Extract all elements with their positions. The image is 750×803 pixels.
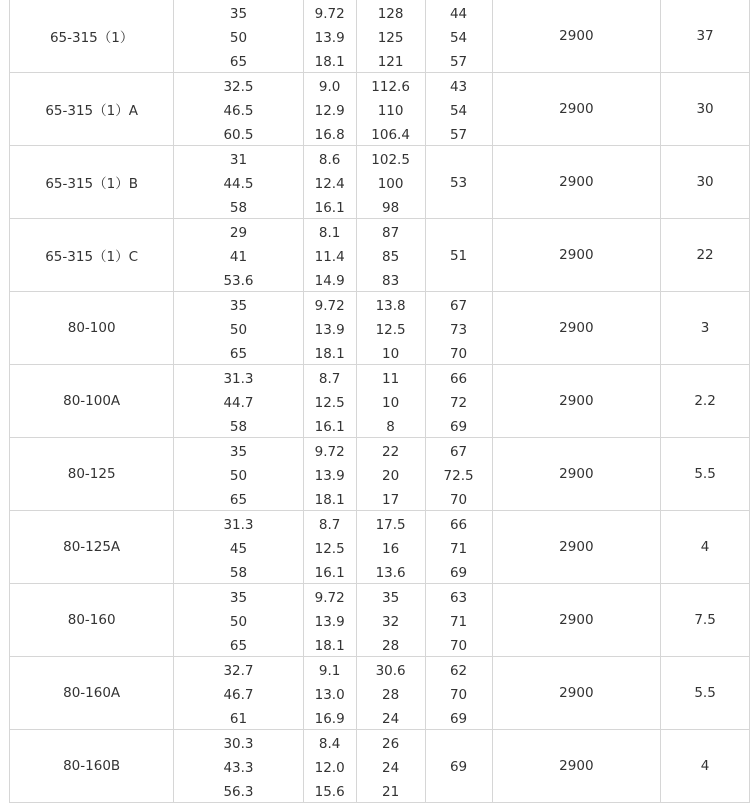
value-stack — [357, 365, 425, 437]
value-text: 53.6 — [223, 273, 254, 289]
efficiency-cell — [425, 657, 492, 730]
value-stack — [426, 511, 492, 583]
value-text: 13.6 — [375, 565, 406, 581]
value-stack — [304, 511, 356, 583]
speed-cell: 2900 — [492, 511, 661, 584]
value-text: 71 — [449, 541, 468, 557]
lift-cell — [303, 73, 356, 146]
model-cell: 65-315（1）B — [10, 146, 174, 219]
value-stack — [426, 292, 492, 364]
power-cell: 37 — [661, 0, 750, 73]
table-row — [10, 511, 750, 584]
lift-cell — [303, 146, 356, 219]
value-text: 87 — [382, 225, 400, 241]
speed-cell: 2900 — [492, 730, 661, 803]
value-text: 13.0 — [314, 687, 345, 703]
power-cell: 30 — [661, 146, 750, 219]
table-row — [10, 584, 750, 657]
power-cell: 4 — [661, 511, 750, 584]
value-stack — [174, 365, 302, 437]
value-text: 11 — [382, 371, 400, 387]
value-text: 16.9 — [314, 711, 345, 727]
value-text: 13.9 — [314, 468, 345, 484]
table-row — [10, 73, 750, 146]
lift-cell — [303, 657, 356, 730]
value-text: 63 — [449, 590, 468, 606]
value-text: 8 — [386, 419, 395, 435]
value-stack — [304, 657, 356, 729]
value-text: 9.0 — [318, 79, 341, 95]
speed-cell: 2900 — [492, 292, 661, 365]
value-stack — [357, 292, 425, 364]
value-text: 9.72 — [314, 298, 345, 314]
power-cell: 5.5 — [661, 657, 750, 730]
value-text: 70 — [449, 638, 468, 654]
lift-cell — [303, 438, 356, 511]
value-text: 41 — [229, 249, 248, 265]
value-text: 58 — [229, 419, 248, 435]
value-text: 98 — [382, 200, 400, 216]
value-stack — [304, 73, 356, 145]
value-text: 72.5 — [443, 468, 474, 484]
efficiency-cell — [425, 511, 492, 584]
value-stack — [174, 73, 302, 145]
flow-cell — [174, 219, 303, 292]
value-stack — [426, 584, 492, 656]
head-cell — [356, 365, 425, 438]
value-text: 10 — [382, 395, 400, 411]
value-text: 16.1 — [314, 200, 345, 216]
efficiency-cell — [425, 219, 492, 292]
speed-cell: 2900 — [492, 584, 661, 657]
head-cell — [356, 657, 425, 730]
value-text: 125 — [377, 30, 404, 46]
value-text: 62 — [449, 663, 468, 679]
value-text: 12.0 — [314, 760, 345, 776]
speed-cell: 2900 — [492, 73, 661, 146]
value-text: 32.7 — [223, 663, 254, 679]
value-stack — [426, 365, 492, 437]
value-text: 16 — [382, 541, 400, 557]
value-text: 56.3 — [223, 784, 254, 800]
value-stack — [304, 292, 356, 364]
value-text: 17.5 — [375, 517, 406, 533]
value-stack — [357, 438, 425, 510]
value-text: 66 — [449, 517, 468, 533]
efficiency-cell — [425, 438, 492, 511]
flow-cell — [174, 73, 303, 146]
value-stack — [174, 438, 302, 510]
model-cell: 80-125A — [10, 511, 174, 584]
value-stack — [174, 584, 302, 656]
value-text: 50 — [229, 468, 248, 484]
model-cell: 80-100A — [10, 365, 174, 438]
value-text: 71 — [449, 614, 468, 630]
power-cell: 30 — [661, 73, 750, 146]
value-text: 30.3 — [223, 736, 254, 752]
flow-cell — [174, 657, 303, 730]
lift-cell — [303, 219, 356, 292]
value-text: 43 — [449, 79, 468, 95]
value-text: 30.6 — [375, 663, 406, 679]
value-text: 35 — [229, 298, 248, 314]
value-text: 70 — [449, 687, 468, 703]
value-text: 21 — [382, 784, 400, 800]
value-text: 112.6 — [371, 79, 410, 95]
head-cell — [356, 0, 425, 73]
value-stack — [304, 438, 356, 510]
model-cell: 80-100 — [10, 292, 174, 365]
value-text: 8.4 — [318, 736, 341, 752]
value-text: 35 — [382, 590, 400, 606]
value-text: 50 — [229, 322, 248, 338]
speed-cell: 2900 — [492, 0, 661, 73]
value-text: 9.72 — [314, 590, 345, 606]
power-cell: 2.2 — [661, 365, 750, 438]
value-stack — [174, 657, 302, 729]
value-text: 12.5 — [314, 395, 345, 411]
value-stack — [304, 146, 356, 218]
value-text: 54 — [449, 103, 468, 119]
speed-cell: 2900 — [492, 438, 661, 511]
value-text: 31.3 — [223, 517, 254, 533]
speed-cell: 2900 — [492, 657, 661, 730]
value-text: 43.3 — [223, 760, 254, 776]
value-stack — [174, 219, 302, 291]
value-text: 13.9 — [314, 614, 345, 630]
value-text: 8.1 — [318, 225, 341, 241]
value-stack — [174, 146, 302, 218]
value-text: 70 — [449, 492, 468, 508]
efficiency-cell — [425, 73, 492, 146]
value-text: 35 — [229, 590, 248, 606]
value-stack — [357, 511, 425, 583]
value-text: 45 — [229, 541, 248, 557]
value-stack — [174, 0, 302, 72]
value-text: 61 — [229, 711, 248, 727]
value-text: 8.7 — [318, 371, 341, 387]
table-row — [10, 438, 750, 511]
value-stack — [357, 146, 425, 218]
value-text: 121 — [377, 54, 404, 70]
model-cell: 65-315（1）C — [10, 219, 174, 292]
value-text: 106.4 — [371, 127, 410, 143]
value-stack — [174, 511, 302, 583]
value-stack — [426, 73, 492, 145]
value-text: 69 — [449, 759, 468, 775]
value-stack — [304, 365, 356, 437]
value-text: 18.1 — [314, 492, 345, 508]
value-stack — [357, 0, 425, 72]
value-text: 57 — [449, 54, 468, 70]
value-text: 128 — [377, 6, 404, 22]
value-text: 24 — [382, 760, 400, 776]
value-text: 12.5 — [314, 541, 345, 557]
value-text: 54 — [449, 30, 468, 46]
lift-cell — [303, 584, 356, 657]
flow-cell — [174, 584, 303, 657]
speed-cell: 2900 — [492, 219, 661, 292]
value-text: 44.7 — [223, 395, 254, 411]
model-cell: 80-160 — [10, 584, 174, 657]
value-text: 44 — [449, 6, 468, 22]
efficiency-cell — [425, 146, 492, 219]
lift-cell — [303, 365, 356, 438]
lift-cell — [303, 511, 356, 584]
value-text: 69 — [449, 711, 468, 727]
value-text: 11.4 — [314, 249, 345, 265]
value-text: 58 — [229, 565, 248, 581]
value-text: 13.9 — [314, 322, 345, 338]
table-body — [10, 0, 750, 803]
value-text: 65 — [229, 492, 248, 508]
value-text: 65 — [229, 54, 248, 70]
value-text: 18.1 — [314, 346, 345, 362]
value-stack — [304, 730, 356, 802]
value-text: 10 — [382, 346, 400, 362]
power-cell: 7.5 — [661, 584, 750, 657]
value-text: 65 — [229, 638, 248, 654]
value-stack — [304, 219, 356, 291]
model-cell: 65-315（1）A — [10, 73, 174, 146]
value-text: 28 — [382, 687, 400, 703]
flow-cell — [174, 0, 303, 73]
head-cell — [356, 511, 425, 584]
value-stack — [426, 146, 492, 218]
value-text: 18.1 — [314, 54, 345, 70]
value-text: 12.9 — [314, 103, 345, 119]
flow-cell — [174, 365, 303, 438]
value-text: 29 — [229, 225, 248, 241]
lift-cell — [303, 292, 356, 365]
value-stack — [426, 0, 492, 72]
flow-cell — [174, 438, 303, 511]
value-text: 35 — [229, 6, 248, 22]
value-stack — [426, 438, 492, 510]
value-text: 13.8 — [375, 298, 406, 314]
value-text: 12.5 — [375, 322, 406, 338]
value-text: 16.8 — [314, 127, 345, 143]
flow-cell — [174, 292, 303, 365]
value-text: 8.6 — [318, 152, 341, 168]
value-text: 65 — [229, 346, 248, 362]
value-text: 32.5 — [223, 79, 254, 95]
table-row — [10, 365, 750, 438]
model-cell: 65-315（1） — [10, 0, 174, 73]
flow-cell — [174, 511, 303, 584]
value-text: 51 — [449, 248, 468, 264]
value-text: 50 — [229, 30, 248, 46]
value-text: 9.72 — [314, 6, 345, 22]
value-stack — [357, 730, 425, 802]
value-text: 18.1 — [314, 638, 345, 654]
value-text: 46.5 — [223, 103, 254, 119]
value-stack — [357, 73, 425, 145]
value-text: 9.72 — [314, 444, 345, 460]
value-text: 17 — [382, 492, 400, 508]
table-row — [10, 146, 750, 219]
power-cell: 22 — [661, 219, 750, 292]
value-text: 72 — [449, 395, 468, 411]
flow-cell — [174, 146, 303, 219]
value-text: 13.9 — [314, 30, 345, 46]
power-cell: 4 — [661, 730, 750, 803]
model-cell: 80-160A — [10, 657, 174, 730]
power-cell: 5.5 — [661, 438, 750, 511]
value-text: 22 — [382, 444, 400, 460]
table-row — [10, 219, 750, 292]
head-cell — [356, 292, 425, 365]
value-stack — [304, 0, 356, 72]
model-cell: 80-160B — [10, 730, 174, 803]
value-text: 102.5 — [371, 152, 410, 168]
table-row — [10, 0, 750, 73]
value-text: 20 — [382, 468, 400, 484]
value-text: 69 — [449, 565, 468, 581]
value-stack — [304, 584, 356, 656]
speed-cell: 2900 — [492, 365, 661, 438]
speed-cell: 2900 — [492, 146, 661, 219]
head-cell — [356, 438, 425, 511]
value-text: 16.1 — [314, 419, 345, 435]
value-stack — [357, 219, 425, 291]
value-text: 28 — [382, 638, 400, 654]
head-cell — [356, 219, 425, 292]
efficiency-cell — [425, 0, 492, 73]
value-text: 12.4 — [314, 176, 345, 192]
value-text: 73 — [449, 322, 468, 338]
value-text: 50 — [229, 614, 248, 630]
table-row — [10, 292, 750, 365]
model-cell: 80-125 — [10, 438, 174, 511]
value-text: 44.5 — [223, 176, 254, 192]
value-text: 66 — [449, 371, 468, 387]
head-cell — [356, 146, 425, 219]
value-text: 60.5 — [223, 127, 254, 143]
value-text: 31 — [229, 152, 248, 168]
value-text: 24 — [382, 711, 400, 727]
value-text: 35 — [229, 444, 248, 460]
value-stack — [357, 657, 425, 729]
power-cell: 3 — [661, 292, 750, 365]
value-text: 15.6 — [314, 784, 345, 800]
value-text: 32 — [382, 614, 400, 630]
value-text: 16.1 — [314, 565, 345, 581]
value-text: 69 — [449, 419, 468, 435]
head-cell — [356, 73, 425, 146]
value-stack — [426, 219, 492, 291]
value-text: 53 — [449, 175, 468, 191]
pump-spec-table — [9, 0, 750, 803]
value-stack — [426, 730, 492, 802]
value-stack — [426, 657, 492, 729]
value-text: 70 — [449, 346, 468, 362]
table-row — [10, 657, 750, 730]
efficiency-cell — [425, 584, 492, 657]
value-text: 46.7 — [223, 687, 254, 703]
value-text: 85 — [382, 249, 400, 265]
value-text: 110 — [377, 103, 404, 119]
value-text: 57 — [449, 127, 468, 143]
value-text: 26 — [382, 736, 400, 752]
efficiency-cell — [425, 365, 492, 438]
head-cell — [356, 584, 425, 657]
value-stack — [174, 730, 302, 802]
efficiency-cell — [425, 292, 492, 365]
lift-cell — [303, 0, 356, 73]
value-text: 67 — [449, 444, 468, 460]
value-text: 100 — [377, 176, 404, 192]
value-stack — [174, 292, 302, 364]
value-stack — [357, 584, 425, 656]
value-text: 83 — [382, 273, 400, 289]
value-text: 9.1 — [318, 663, 341, 679]
value-text: 67 — [449, 298, 468, 314]
value-text: 58 — [229, 200, 248, 216]
value-text: 14.9 — [314, 273, 345, 289]
value-text: 31.3 — [223, 371, 254, 387]
value-text: 8.7 — [318, 517, 341, 533]
